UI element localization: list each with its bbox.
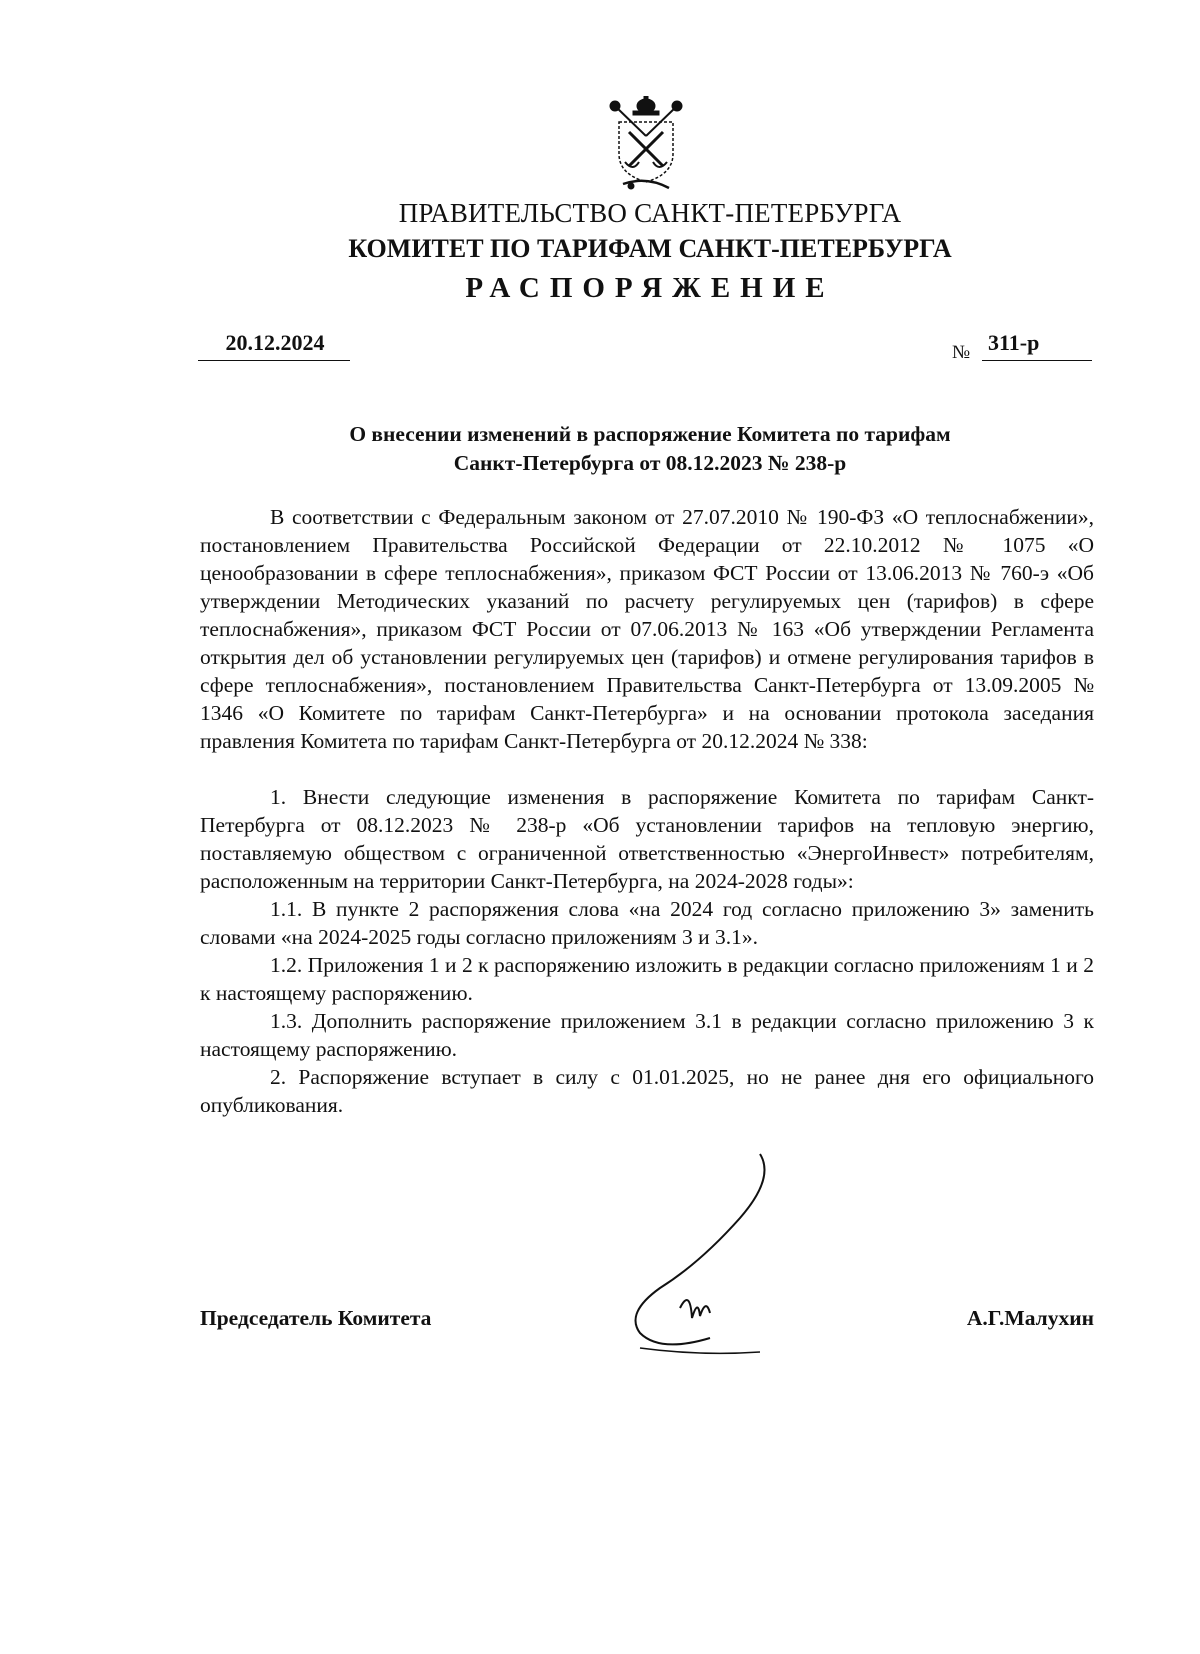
paragraph-gap (200, 755, 1094, 783)
signatory-position: Председатель Комитета (200, 1306, 432, 1330)
government-heading: ПРАВИТЕЛЬСТВО САНКТ-ПЕТЕРБУРГА (398, 198, 902, 228)
document-type-heading: РАСПОРЯЖЕНИЕ (465, 272, 835, 304)
preamble-paragraph: В соответствии с Федеральным законом от 27.07.2010 № 190-ФЗ «О теплоснабжении», постановлением Правительства Российской Федерации от 22.10.2012 № 1075 «О ценообразовании в сфере теплоснабжения», приказом ФСТ России от 13.06.2013 № 760-э «Об утверждении Методических указаний по расчету регулируемых цен (тарифов) в сфере теплоснабжения», приказом ФСТ России от 07.06.2013 № 163 «Об утверждении Регламента открытия дел об установлении регулируемых цен (тарифов) и отмене регулирования тарифов в сфере теплоснабжения», постановлением Правительства Санкт-Петербурга от 13.09.2005 № 1346 «О Комитете по тарифам Санкт-Петербурга» и на основании протокола заседания правления Комитета по тарифам Санкт-Петербурга от 20.12.2024 № 338: (200, 505, 1094, 753)
document-subject (200, 420, 1100, 478)
subject-line-2: Санкт-Петербурга от 08.12.2023 № 238-р (453, 451, 847, 475)
coat-of-arms-icon (601, 96, 691, 192)
item-1-1-paragraph: 1.1. В пункте 2 распоряжения слова «на 2024 год согласно приложению 3» заменить словами «на 2024-2025 годы согласно приложениям 3 и 3.1». (200, 897, 1094, 949)
document-date: 20.12.2024 (225, 330, 325, 355)
number-underline (982, 360, 1092, 361)
signatory-name: А.Г.Малухин (966, 1306, 1094, 1330)
document-number: 311-р (988, 330, 1040, 355)
committee-heading: КОМИТЕТ ПО ТАРИФАМ САНКТ-ПЕТЕРБУРГА (348, 234, 952, 263)
document-body (200, 503, 1094, 1119)
document-date-field (200, 330, 350, 356)
date-underline (198, 360, 350, 361)
item-2-paragraph: 2. Распоряжение вступает в силу с 01.01.2025, но не ранее дня его официального опубликования. (200, 1065, 1094, 1117)
number-sign: № (952, 342, 971, 363)
item-1-2-paragraph: 1.2. Приложения 1 и 2 к распоряжению изложить в редакции согласно приложениям 1 и 2 к настоящему распоряжению. (200, 953, 1094, 1005)
item-1-paragraph: 1. Внести следующие изменения в распоряжение Комитета по тарифам Санкт-Петербурга от 08.12.2023 № 238-р «Об установлении тарифов на тепловую энергию, поставляемую обществом с ограниченной ответственностью «ЭнергоИнвест» потребителям, расположенным на территории Санкт-Петербурга, на 2024-2028 годы»: (200, 785, 1094, 893)
handwritten-signature-icon (620, 1148, 800, 1358)
subject-line-1: О внесении изменений в распоряжение Комитета по тарифам (349, 422, 951, 446)
item-1-3-paragraph: 1.3. Дополнить распоряжение приложением 3.1 в редакции согласно приложению 3 к настоящему распоряжению. (200, 1009, 1094, 1061)
